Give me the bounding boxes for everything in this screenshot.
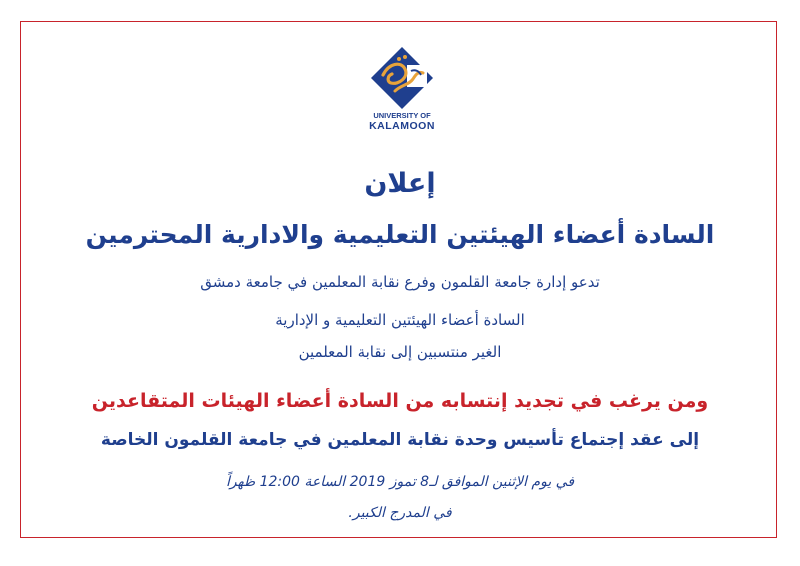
logo-text-line2: KALAMOON <box>369 120 435 131</box>
announcement-title: إعلان <box>364 168 436 199</box>
invitation-line-3: الغير منتسبين إلى نقابة المعلمين <box>298 343 502 361</box>
invitation-line-1: تدعو إدارة جامعة القلمون وفرع نقابة المعلمين في جامعة دمشق <box>200 273 600 291</box>
addressee-heading: السادة أعضاء الهيئتين التعليمية والادارية المحترمين <box>85 220 715 249</box>
meeting-place-line: في المدرج الكبير. <box>348 505 452 521</box>
meeting-purpose-line: إلى عقد إجتماع تأسيس وحدة نقابة المعلمين في جامعة القلمون الخاصة <box>100 430 700 450</box>
retirees-line: ومن يرغب في تجديد إنتسابه من السادة أعضاء الهيئات المتقاعدين <box>91 390 709 412</box>
meeting-date-line: في يوم الإثنين الموافق لـ8 تموز 2019 الساعة 12:00 ظهراً <box>225 474 575 490</box>
invitation-line-2: السادة أعضاء الهيئتين التعليمية و الإدارية <box>275 311 525 329</box>
university-logo <box>361 45 443 131</box>
logo-text-line1: UNIVERSITY OF <box>373 111 431 120</box>
